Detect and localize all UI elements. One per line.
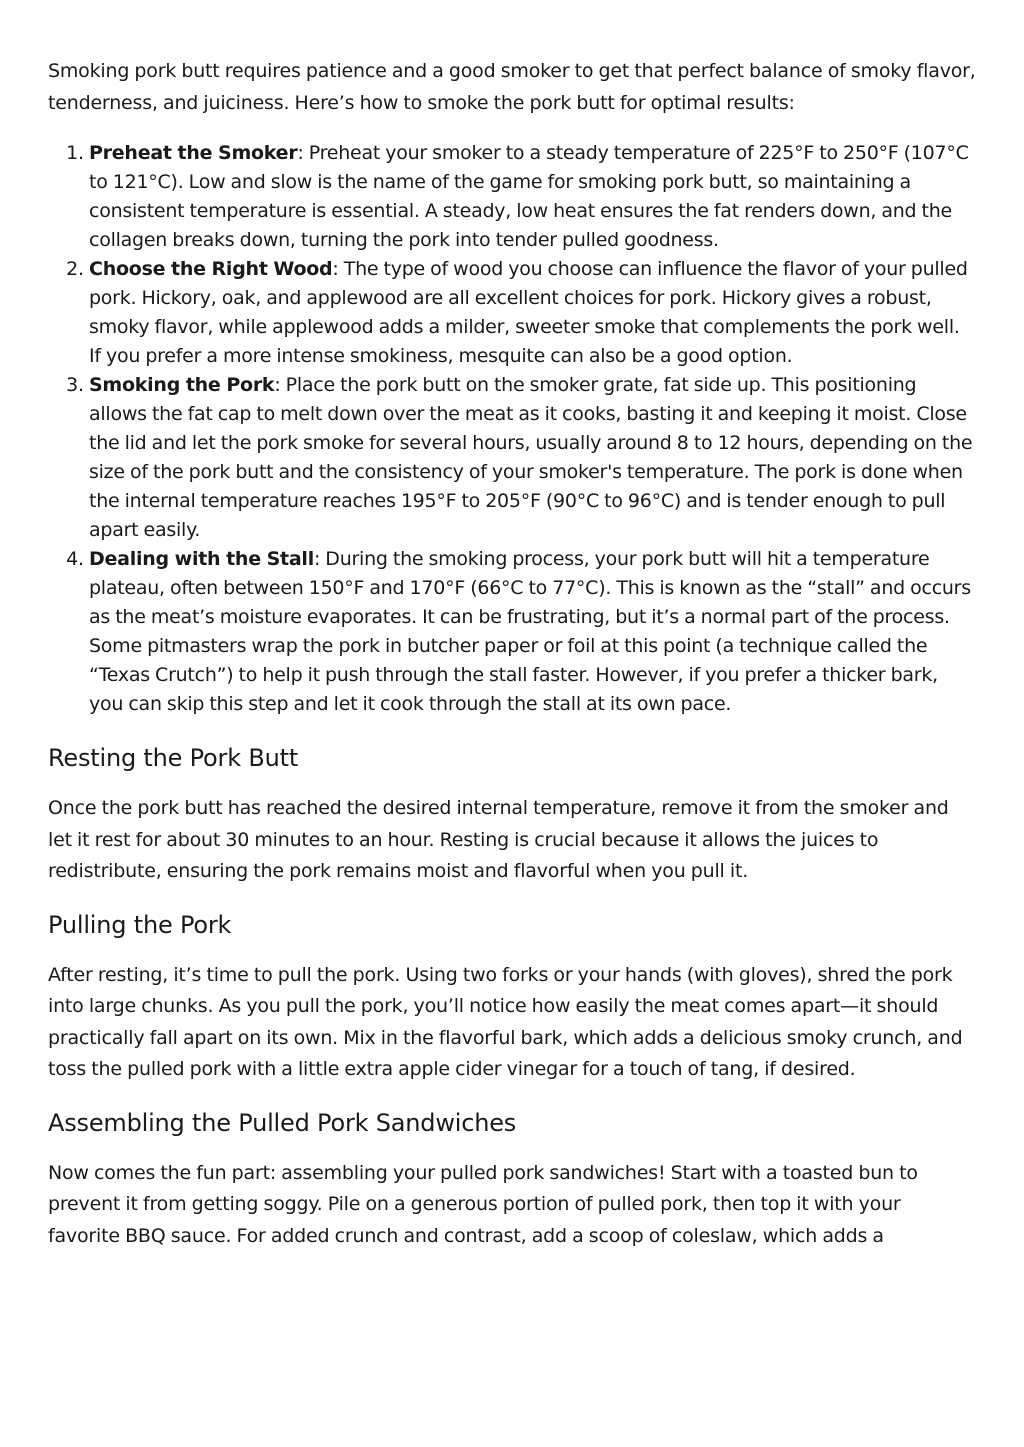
step-title: Choose the Right Wood: [89, 258, 333, 280]
step-title: Preheat the Smoker: [89, 142, 298, 164]
step-item-preheat: [89, 139, 976, 255]
intro-paragraph: Smoking pork butt requires patience and a good smoker to get that perfect balance of smoky flavor, tenderness, and juiciness. Here’s how to smoke the pork butt for optimal results:: [48, 60, 976, 114]
step-text: : During the smoking process, your pork butt will hit a temperature plateau, often between 150°F and 170°F (66°C to 77°C). This is known as the “stall” and occurs as the meat’s moisture evaporates. It can be frustrating, but it’s a normal part of the process. Some pitmasters wrap the pork in butcher paper or foil at this point (a technique called the “Texas Crutch”) to help it push through the stall faster. However, if you prefer a thicker bark, you can skip this step and let it cook through the stall at its own pace.: [89, 548, 971, 715]
step-text: : Preheat your smoker to a steady temperature of 225°F to 250°F (107°C to 121°C). Low and slow is the name of the game for smoking pork butt, so maintaining a consistent temperature is essential. A steady, low heat ensures the fat renders down, and the collagen breaks down, turning the pork into tender pulled goodness.: [89, 142, 969, 251]
step-text: : Place the pork butt on the smoker grate, fat side up. This positioning allows the fat cap to melt down over the meat as it cooks, basting it and keeping it moist. Close the lid and let the pork smoke for several hours, usually around 8 to 12 hours, depending on the size of the pork butt and the consistency of your smoker's temperature. The pork is done when the internal temperature reaches 195°F to 205°F (90°C to 96°C) and is tender enough to pull apart easily.: [89, 374, 973, 541]
step-item-stall: [89, 545, 976, 719]
section-heading-resting: Resting the Pork Butt: [48, 744, 299, 772]
step-item-wood: [89, 255, 976, 371]
step-text: : The type of wood you choose can influence the flavor of your pulled pork. Hickory, oak, and applewood are all excellent choices for pork. Hickory gives a robust, smoky flavor, while applewood adds a milder, sweeter smoke that complements the pork well. If you prefer a more intense smokiness, mesquite can also be a good option.: [89, 258, 968, 367]
section-body-assembling: Now comes the fun part: assembling your pulled pork sandwiches! Start with a toasted bun to prevent it from getting soggy. Pile on a generous portion of pulled pork, then top it with your favorite BBQ sauce. For added crunch and contrast, add a scoop of coleslaw, which adds a: [48, 1161, 918, 1247]
section-heading-pulling: Pulling the Pork: [48, 910, 232, 939]
step-item-smoking: [89, 371, 976, 545]
section-heading-assembling: Assembling the Pulled Pork Sandwiches: [48, 1108, 517, 1137]
step-title: Dealing with the Stall: [89, 548, 314, 570]
section-body-resting: Once the pork butt has reached the desired internal temperature, remove it from the smoker and let it rest for about 30 minutes to an hour. Resting is crucial because it allows the juices to redistribute, ensuring the pork remains moist and flavorful when you pull it.: [48, 797, 949, 882]
section-body-pulling: After resting, it’s time to pull the pork. Using two forks or your hands (with gloves), shred the pork into large chunks. As you pull the pork, you’ll notice how easily the meat comes apart—it should practically fall apart on its own. Mix in the flavorful bark, which adds a delicious smoky crunch, and toss the pulled pork with a little extra apple cider vinegar for a touch of tang, if desired.: [48, 963, 963, 1080]
smoking-steps-list: [48, 139, 976, 719]
step-title: Smoking the Pork: [89, 374, 275, 396]
